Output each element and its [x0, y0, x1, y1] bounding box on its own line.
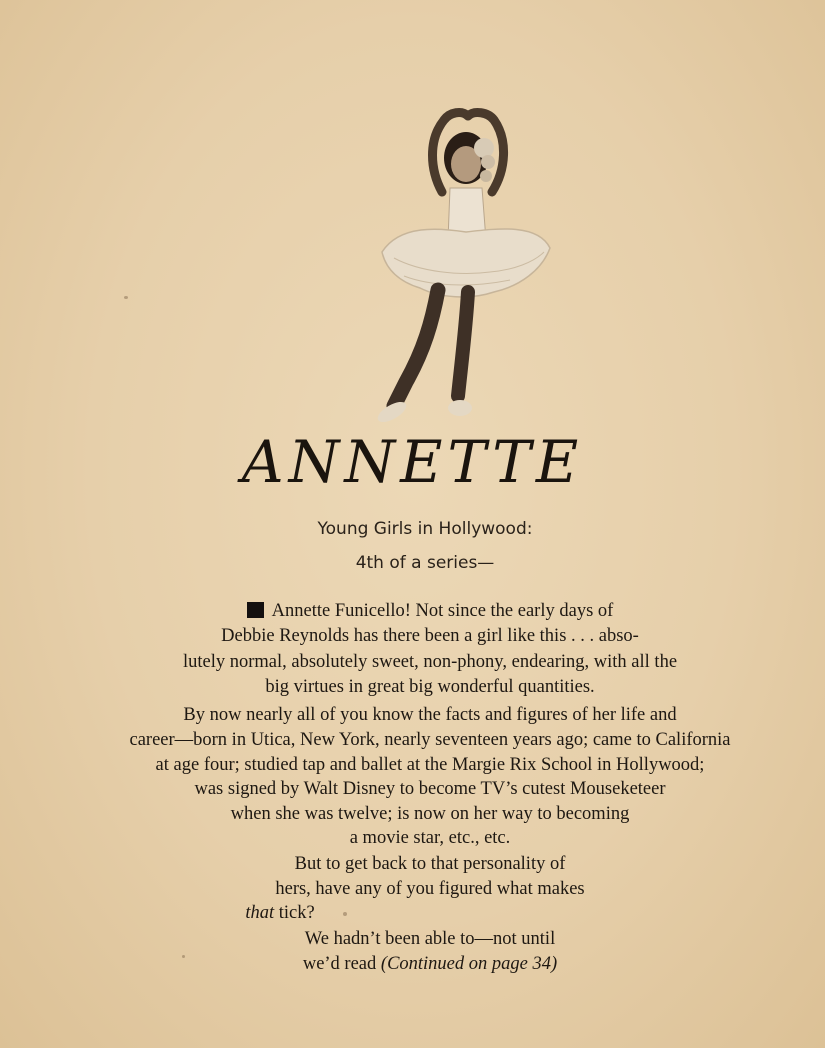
body-line: when she was twelve; is now on her way to becoming: [230, 804, 630, 824]
emphasis-word: that: [245, 903, 275, 923]
body-line: Annette Funicello! Not since the early days of: [0, 599, 825, 623]
ballerina-photo: [370, 100, 560, 430]
body-line: lutely normal, absolutely sweet, non-phony, endearing, with all the: [182, 652, 678, 672]
body-line: hers, have any of you figured what makes: [275, 879, 585, 899]
body-line: at age four; studied tap and ballet at the Margie Rix School in Hollywood;: [155, 755, 705, 775]
body-line: career—born in Utica, New York, nearly seventeen years ago; came to California: [129, 730, 731, 750]
body-line: We hadn’t been able to—not until: [304, 929, 556, 949]
body-line: that tick?: [245, 903, 315, 923]
body-line: a movie star, etc., etc.: [349, 828, 511, 848]
paper-speck: [343, 912, 347, 916]
body-line: By now nearly all of you know the facts and figures of her life and: [183, 705, 677, 725]
continued-note: (Continued on page 34): [380, 954, 558, 974]
body-line: big virtues in great big wonderful quantities.: [265, 677, 595, 697]
body-line: we’d read (Continued on page 34): [302, 954, 558, 974]
article-title: ANNETTE: [241, 428, 584, 496]
paper-speck: [124, 296, 128, 299]
body-line: was signed by Walt Disney to become TV’s cutest Mouseketeer: [194, 779, 666, 799]
series-label: 4th of a series—: [355, 553, 495, 573]
paper-speck: [182, 955, 185, 958]
paragraph-marker-icon: [247, 602, 264, 618]
article-subtitle: Young Girls in Hollywood:: [317, 519, 533, 539]
body-line: But to get back to that personality of: [294, 854, 566, 874]
body-line: Debbie Reynolds has there been a girl like this . . . abso-: [221, 626, 639, 646]
